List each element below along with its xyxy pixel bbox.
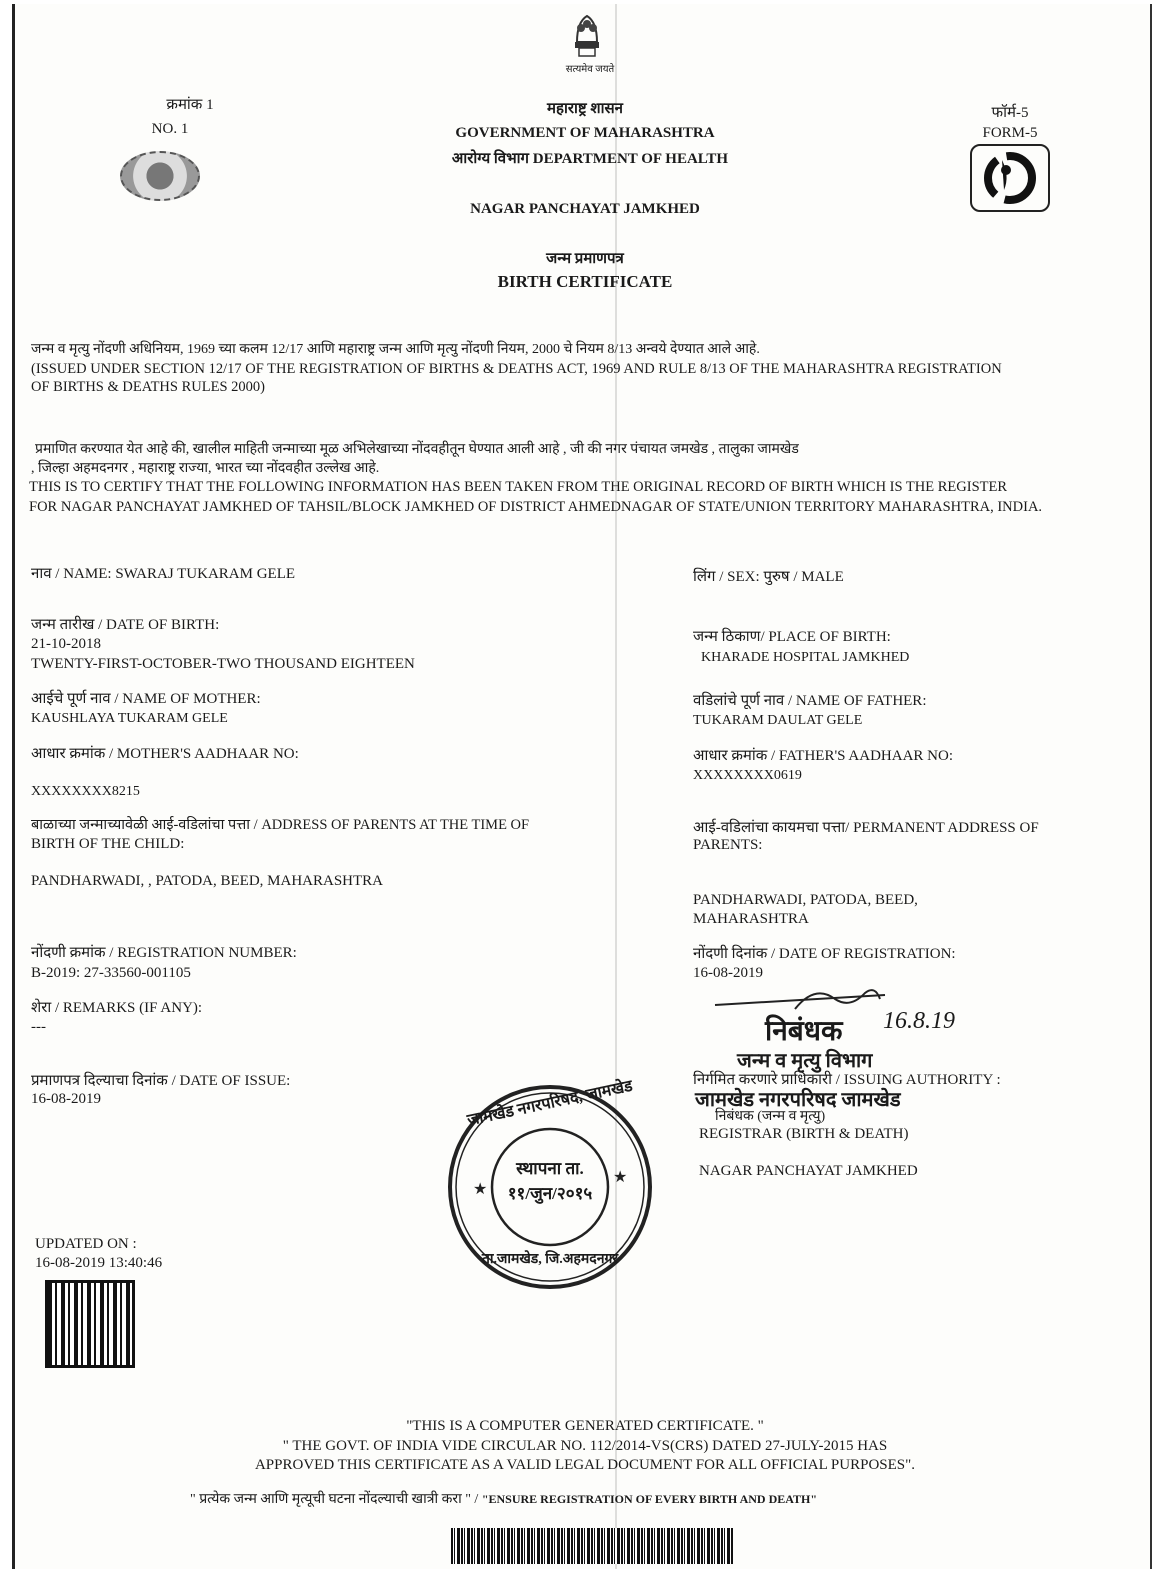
- issue-date-label: प्रमाणपत्र दिल्याचा दिनांक / DATE OF ISSUE:: [31, 1073, 291, 1089]
- child-name-field: [31, 565, 295, 584]
- registrar-title: REGISTRAR (BIRTH & DEATH): [699, 1126, 909, 1142]
- issued-under-en2: OF BIRTHS & DEATHS RULES 2000): [31, 379, 265, 395]
- mother-aadhaar: XXXXXXXX8215: [31, 784, 140, 799]
- father-label: वडिलांचे पूर्ण नाव / NAME OF FATHER:: [693, 693, 927, 709]
- seal-bottom-text: ता.जामखेड, जि.अहमदनगर: [481, 1252, 619, 1267]
- remarks-value: ---: [31, 1019, 46, 1035]
- father-aadhaar: XXXXXXXX0619: [693, 768, 802, 783]
- footer-line-2: " THE GOVT. OF INDIA VIDE CIRCULAR NO. 112/2014-VS(CRS) DATED 27-JULY-2015 HAS: [282, 1438, 888, 1454]
- certificate-page: [12, 4, 1152, 1569]
- dob-words: TWENTY-FIRST-OCTOBER-TWO THOUSAND EIGHTEEN: [31, 656, 415, 672]
- address-label-1: बाळाच्या जन्माच्यावेळी आई-वडिलांचा पत्ता / ADDRESS OF PARENTS AT THE TIME OF: [31, 817, 530, 833]
- issue-date: 16-08-2019: [31, 1091, 101, 1107]
- permanent-address-1: PANDHARWADI, PATODA, BEED,: [693, 892, 918, 908]
- department-name: आरोग्य विभाग DEPARTMENT OF HEALTH: [451, 151, 729, 167]
- name-label: नाव / NAME:: [31, 566, 112, 582]
- birth-address: PANDHARWADI, , PATODA, BEED, MAHARASHTRA: [31, 873, 383, 889]
- government-name: GOVERNMENT OF MAHARASHTRA: [455, 125, 715, 141]
- permanent-address-label-2: PARENTS:: [693, 837, 763, 853]
- footer-line-4-en: "ENSURE REGISTRATION OF EVERY BIRTH AND DEATH": [481, 1492, 818, 1506]
- footer-line-4-mr: " प्रत्येक जन्म आणि मृत्यूची घटना नोंदल्याची खात्री करा " /: [190, 1492, 479, 1507]
- remarks-label: शेरा / REMARKS (IF ANY):: [31, 1000, 203, 1016]
- panchayat-name: NAGAR PANCHAYAT JAMKHED: [470, 201, 700, 217]
- updated-on-value: 16-08-2019 13:40:46: [35, 1255, 163, 1271]
- permanent-address-label-1: आई-वडिलांचा कायमचा पत्ता/ PERMANENT ADDRESS OF: [693, 820, 1039, 836]
- fold-line: [615, 4, 617, 1569]
- form-number-mr: फॉर्म-5: [991, 105, 1029, 121]
- place-of-birth: KHARADE HOSPITAL JAMKHED: [701, 650, 910, 665]
- barcode-icon: [451, 1528, 733, 1564]
- certificate-title: BIRTH CERTIFICATE: [497, 272, 673, 291]
- qr-code-icon: [45, 1280, 135, 1368]
- mother-label: आईचे पूर्ण नाव / NAME OF MOTHER:: [31, 691, 261, 707]
- state-name-mr: महाराष्ट्र शासन: [547, 101, 623, 117]
- issuing-authority-label: निर्गमित करणारे प्राधिकारी / ISSUING AUTHORITY :: [693, 1072, 1001, 1088]
- father-aadhaar-label: आधार क्रमांक / FATHER'S AADHAAR NO:: [693, 748, 953, 764]
- registration-date-label: नोंदणी दिनांक / DATE OF REGISTRATION:: [693, 946, 956, 962]
- certify-en2: FOR NAGAR PANCHAYAT JAMKHED OF TAHSIL/BLOCK JAMKHED OF DISTRICT AHMEDNAGAR OF STATE/UNION TERRITORY MAHARASHTRA, INDIA.: [29, 499, 1043, 515]
- seal-ring-text: जामखेड नगरपरिषद, जामखेड: [465, 1077, 635, 1130]
- seal-inner-2: ११/जुन/२०१५: [507, 1184, 593, 1203]
- issued-under-mr: जन्म व मृत्यु नोंदणी अधिनियम, 1969 च्या कलम 12/17 आणि महाराष्ट्र जन्म आणि मृत्यु नोंदणी नियम, 2000 चे नियम 8/13 अन्वये देण्यात आले आहे.: [31, 342, 760, 357]
- title-mr: जन्म प्रमाणपत्र: [546, 251, 624, 267]
- registrar-title-mr: निबंधक (जन्म व मृत्यु): [715, 1109, 826, 1124]
- signature-date: 16.8.19: [883, 1008, 955, 1034]
- child-name: SWARAJ TUKARAM GELE: [115, 566, 296, 582]
- emblem-caption: सत्यमेव जयते: [565, 64, 615, 75]
- updated-on-label: UPDATED ON :: [35, 1236, 137, 1252]
- dob-label: जन्म तारीख / DATE OF BIRTH:: [31, 617, 220, 633]
- issued-under-en1: (ISSUED UNDER SECTION 12/17 OF THE REGISTRATION OF BIRTHS & DEATHS ACT, 1969 AND RULE 8/13 OF THE MAHARASHTRA REGISTRATION: [31, 361, 1002, 377]
- krmank: क्रमांक 1: [166, 97, 214, 113]
- circular-seal-icon: [120, 151, 200, 201]
- footer-line-1: "THIS IS A COMPUTER GENERATED CERTIFICATE. ": [406, 1418, 764, 1434]
- certify-mr1: प्रमाणित करण्यात येत आहे की, खालील माहिती जन्माच्या मूळ अभिलेखाच्या नोंदवहीतून घेण्यात आली आहे , जी की नगर पंचायत जमखेड , तालुका जामखेड: [35, 442, 799, 457]
- sex-value: पुरुष / MALE: [763, 569, 844, 585]
- svg-text:★: ★: [613, 1169, 628, 1186]
- place-of-birth-label: जन्म ठिकाण/ PLACE OF BIRTH:: [693, 629, 891, 645]
- address-label-2: BIRTH OF THE CHILD:: [31, 836, 185, 852]
- svg-text:★: ★: [473, 1181, 488, 1198]
- registration-number: B-2019: 27-33560-001105: [31, 965, 191, 981]
- form-number: FORM-5: [982, 125, 1038, 141]
- sex-label: लिंग / SEX:: [693, 569, 760, 585]
- serial-number: NO. 1: [151, 121, 189, 137]
- dob-value: 21-10-2018: [31, 636, 101, 652]
- certify-en1: THIS IS TO CERTIFY THAT THE FOLLOWING INFORMATION HAS BEEN TAKEN FROM THE ORIGINAL RECORD OF BIRTH WHICH IS THE REGISTER: [29, 479, 1008, 495]
- stamp-council-mr: जामखेड नगरपरिषद जामखेड: [695, 1089, 901, 1111]
- mother-aadhaar-label: आधार क्रमांक / MOTHER'S AADHAAR NO:: [31, 746, 299, 762]
- sex-field: [693, 568, 844, 587]
- stamp-department-mr: जन्म व मृत्यु विभाग: [737, 1050, 873, 1072]
- father-name: TUKARAM DAULAT GELE: [693, 713, 863, 728]
- authority-panchayat: NAGAR PANCHAYAT JAMKHED: [699, 1163, 918, 1179]
- registration-date: 16-08-2019: [693, 965, 763, 981]
- certify-mr2: , जिल्हा अहमदनगर , महाराष्ट्र राज्या, भारत च्या नोंदवहीत उल्लेख आहे.: [31, 461, 380, 476]
- footer-line-3: APPROVED THIS CERTIFICATE AS A VALID LEGAL DOCUMENT FOR ALL OFFICIAL PURPOSES".: [254, 1457, 916, 1473]
- permanent-address-2: MAHARASHTRA: [693, 911, 809, 927]
- seal-inner-1: स्थापना ता.: [516, 1159, 584, 1178]
- registration-number-label: नोंदणी क्रमांक / REGISTRATION NUMBER:: [31, 945, 297, 961]
- national-emblem-icon: [567, 12, 607, 64]
- footer-ensure-registration: [190, 1490, 817, 1509]
- stamp-registrar-mr: निबंधक: [765, 1016, 843, 1047]
- health-logo-icon: [970, 144, 1050, 212]
- mother-name: KAUSHLAYA TUKARAM GELE: [31, 711, 228, 726]
